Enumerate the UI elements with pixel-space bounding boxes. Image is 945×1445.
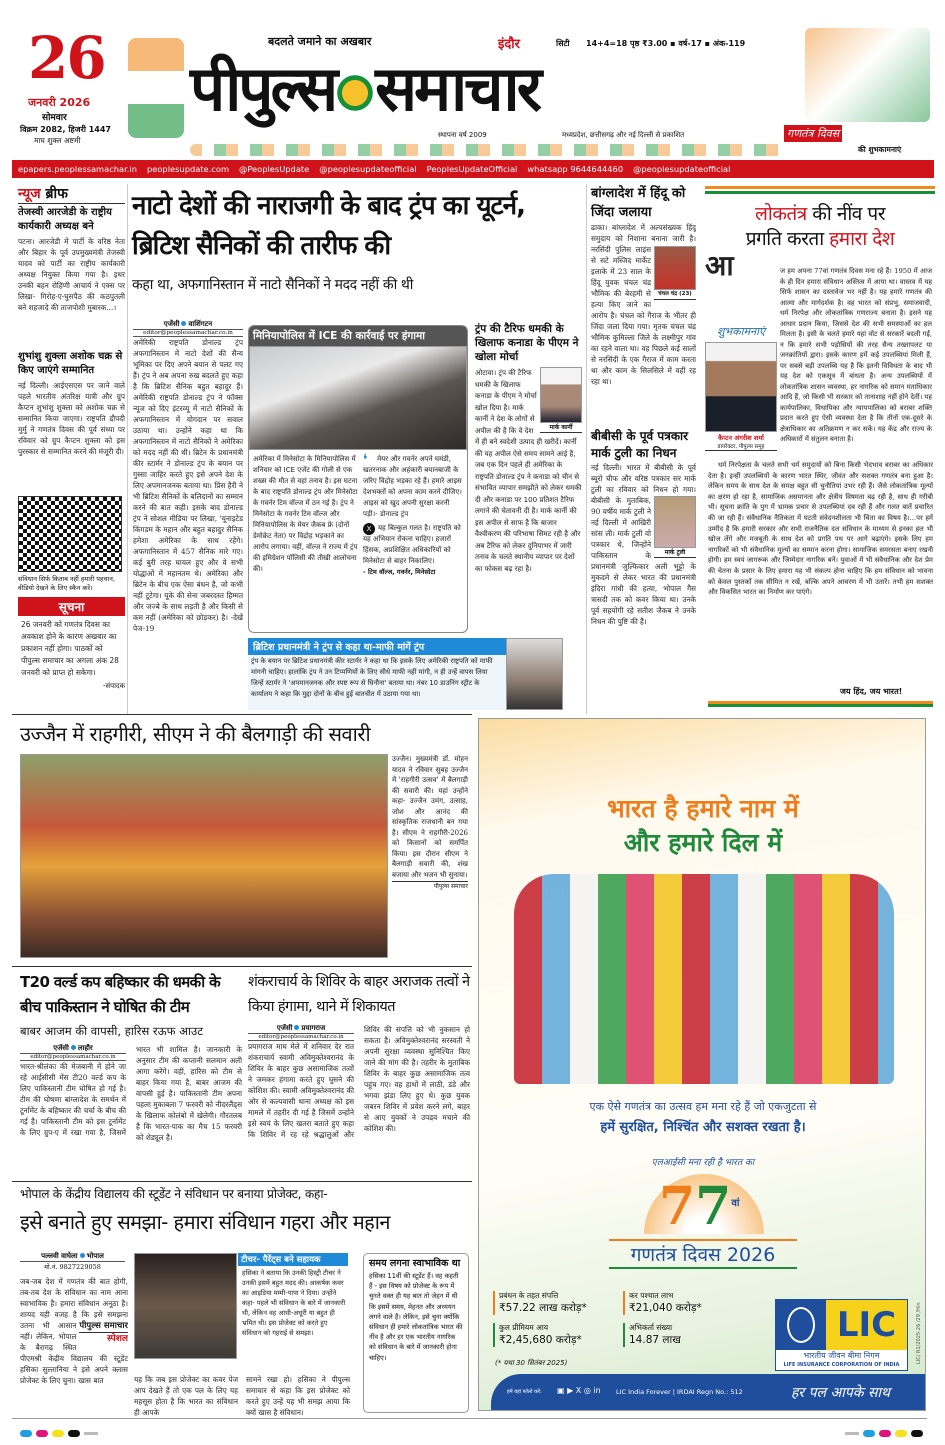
social-x[interactable]: @PeoplesUpdate: [239, 164, 310, 174]
lead-story: एजेंसी वाशिंगटन editor@peoplessamachar.co.in अमेरिकी राष्ट्रपति डोनाल्ड ट्रंप अफगानिस्तान में नाटो देशों की सैन्य भूमिका पर दिए अपने बयान से पलट गए हैं। ट्रंप ने अब अपना रुख बदलते हुए कहा है कि ब्रिटिश सैनिक बहुत बहादुर हैं। अमेरिकी राष्ट्रपति डोनाल्ड ट्रंप ने फॉक्स न्यूज को दिए इंटरव्यू में नाटो सैनिकों के अफगानिस्तान में योगदान पर सवाल उठाया था। उन्होंने कहा था कि अफगानिस्तान में नाटो सैनिकों ने अमेरिका को मदद नहीं की थी। ब्रिटेन के प्रधानमंत्री कीर स्टार्मर ने डोनाल्ड ट्रंप के बयान पर गुस्सा जाहिर करते हुए इसे अपने देश के लिए अपमानजनक बताया था। प्रिंस हैरी ने भी ब्रिटिश सैनिकों के बलिदानों का सम्मान करने की बात कही। इसके बाद डोनाल्ड ट्रंप ने सोशल मीडिया पर लिखा, 'यूनाइटेड किंगडम के महान और बहुत बहादुर सैनिक हमेशा अमेरिका के साथ रहेंगे। अफगानिस्तान में 457 सैनिक मारे गए। कई बुरी तरह घायल हुए और वे सभी योद्धाओं में महानतम थे। अमेरिका और ब्रिटेन के बीच एक ऐसा बंधन है, जो कभी नहीं टूटेगा। यूके की सेना जबरदस्त हिम्मत और जज्बे के साथ लड़ती है और किसी से कम नहीं (अमेरिका को छोड़कर) है। -देखें पेज-19: [133, 320, 243, 702]
author-role: डायरेक्टर, पीपुल्स समूह: [705, 442, 777, 451]
news-brief: न्यूज ब्रीफ तेजस्वी आरजेडी के राष्ट्रीय कार्यकारी अध्यक्ष बने पटना। आरजेडी में पार्टी के वरिष्ठ नेता और बिहार के पूर्व उपमुख्यमंत्री तेजस्वी यादव को पार्टी का राष्ट्रीय कार्यकारी अध्यक्ष नियुक्त किया गया है। इधर उनकी बहन रोहिणी आचार्य ने एक्स पर लिखा- गिरोह-ए-घुसपैठ की कठपुतली बने शहजादे की ताजपोशी मुबारक...। शुभांशु शुक्ला अशोक चक्र से किए जाएंगे सम्मानित नई दिल्ली। आईएसएस पर जाने वाले पहले भारतीय अंतरिक्ष यात्री और ग्रुप कैप्टन शुभांशु शुक्ला को अशोक चक्र से सम्मानित किया जाएगा। राष्ट्रपति द्रौपदी मुर्मु ने गणतंत्र दिवस की पूर्व संध्या पर रविवार को ग्रुप कैप्टन शुक्ला को इस पुरस्कार से सम्मानित करने की मंजूरी दी। संविधान सिर्फ किताब नहीं हमारी पहचान, वीडियो देखने के लिए स्कैन करें। सूचना 26 जनवरी को गणतंत्र दिवस का अवकाश होने के कारण अखबार का प्रकाशन नहीं होगा। पाठकों को पीपुल्स समाचार का अगला अंक 28 जनवरी को प्राप्त हो सकेगा। -संपादक: [18, 186, 125, 690]
newspaper-title: पीपुल्स समाचार: [190, 52, 539, 125]
starmer-photo: [506, 638, 563, 710]
bangladesh-text: ढाका। बांग्लादेश में अल्पसंख्यक हिंदू समुदाय को निशाना बनाना जारी है। नरसिंदी पुलिस लाइंस से सटे मस्जिद मार्केट इलाके में 23 साल के हिंदू युवक चंचल चंद्र भौमिक की बेरहमी से हत्या किए जाने का आरोप है। चंचल को गैराज के भीतर ही जिंदा जला दिया गया। मृतक चंचल चंद्र भौमिक कुमिल्ला जिले के लक्ष्मीपुर गांव का रहने वाला था। वह पिछले कई सालों से नरसिंदी के एक गैराज में काम करता था और काम के सिलसिले में वहीं रह रहा था।: [591, 223, 696, 386]
brief-text: नई दिल्ली। आईएसएस पर जाने वाले पहले भारतीय अंतरिक्ष यात्री और ग्रुप कैप्टन शुभांशु शुक्ला को अशोक चक्र से सम्मानित किया जाएगा। राष्ट्रपति द्रौपदी मुर्मु ने गणतंत्र दिवस की पूर्व संध्या पर रविवार को ग्रुप कैप्टन शुक्ला को इस पुरस्कार से सम्मानित करने की मंजूरी दी।: [18, 381, 125, 456]
republic-day-label: गणतंत्र दिवस: [784, 125, 842, 142]
issue-info: 14+4=18 पृष्ठ ₹3.00 ▪ वर्ष-17 ▪ अंक-119: [586, 39, 746, 48]
bhopal-text-3: सामने रखा हो। हसिका ने पीपुल्स समाचार से कहा कि इस प्रोजेक्ट को करते हुए उन्हें यह भी समझ आया कि क्यों खास है संविधान।: [246, 1375, 350, 1417]
lic-advertisement[interactable]: [478, 718, 926, 1411]
notice-text: 26 जनवरी को गणतंत्र दिवस का अवकाश होने के कारण अखबार का प्रकाशन नहीं होगा। पाठकों को पीपुल्स समाचार का अगला अंक 28 जनवरी को प्राप्त हो सकेगा।: [21, 620, 119, 677]
ujjain-title: उज्जैन में राहगीरी, सीएम ने की बैलगाड़ी की सवारी: [20, 722, 371, 746]
registration-marks-left: [20, 1430, 98, 1437]
ujjain-credit: पीपुल्स समाचार: [392, 881, 468, 890]
ad-event: गणतंत्र दिवस 2026: [609, 1239, 797, 1269]
ad-stats: [493, 1291, 769, 1347]
ad-people-photo: [514, 874, 894, 1084]
author-photo: [705, 342, 777, 432]
ice-protest-photo: [249, 346, 467, 450]
ad-stat: कर पश्चात लाभ ₹21,040 करोड़*: [623, 1291, 763, 1315]
ad-line-1: भारत है हमारे नाम में: [607, 794, 799, 823]
trump-quote: मेयर और गवर्नर अपने घमंडी, खतरनाक और अहंकारी बयानबाजी के जरिए विद्रोह भड़का रहे हैं। हमारे आइस देशभक्तों को अपना काम करने दीजिए। आइस को खुद अपनी सुरक्षा करनी पड़ी।- डोनाल्ड ट्रंप: [363, 455, 462, 518]
ad-tagline-1: एक ऐसे गणतंत्र का उत्सव हम मना रहे हैं जो एकजुटता से: [589, 1100, 817, 1113]
ad-line-2: और हमारे दिल में: [623, 828, 783, 857]
ad-77: $77^{वां}$: [659, 1176, 740, 1238]
social-epaper[interactable]: epapers.peoplessamachar.in: [18, 164, 137, 174]
ice-text: अमेरिका में मिनेसोटा के मिनियापोलिस में शनिवार को ICE एजेंट की गोली से एक शख्स की मौत से वहां तनाव है। इस घटना के बाद राष्ट्रपति डोनाल्ड ट्रंप और मिनेसोटा के गवर्नर टिम वॉल्ज में ठन गई है। ट्रंप ने मिनेसोटा के गवर्नर टिम वॉल्ज और मिनियापोलिस के मेयर जैकब फ्रे (दोनों डेमोक्रेट नेता) पर विद्रोह भड़काने का आरोप लगाया। वहीं, वॉल्ज ने राज्य में ट्रंप की इमिग्रेशन पॉलिसी की तीखी आलोचना की।: [253, 455, 358, 573]
tully-title: बीबीसी के पूर्व पत्रकार मार्क टुली का निधन: [591, 429, 689, 460]
social-whatsapp[interactable]: whatsapp 9644644460: [527, 164, 624, 174]
editorial-text-1: ज हम अपना 77वां गणतंत्र दिवस मना रहे हैं। 1950 में आज के ही दिन हमारा संविधान अस्तित्व में आया था। वास्तव में यह सिर्फ शासन का दस्तावेज भर नहीं है। यह हमारे गणतंत्र की आत्मा और मार्गदर्शक है। वह भारत को संप्रभु, समाजवादी, धर्म निरपेक्ष और लोकतांत्रिक गणराज्य बनाता है। इसने यह आधार प्रदान किया, जिससे देश की सभी समस्याओं का हल मिलता है। इसी के चलते हमारे यहां वोट से सरकारें बदली गईं, न कि हमारे सभी पड़ोसियों की तरह सैन्य तख्तापलट या जनक्रांतियों द्वारा। इसके कारण हमें कई उपलब्धियां मिली हैं, पर सबसे बड़ी उपलब्धि यह है कि इतनी विविधता के बाद भी यह देश को एकसूत्र में बांधता है। अन्य उपलब्धियों में लोकतांत्रिक शासन व्यवस्था, हर नागरिक को समान मताधिकार आदि हैं, जो किसी भी सरकार को तानाशाह नहीं होने देतीं। यह कार्यपालिका, विधायिका और न्यायपालिका को बराबर शक्ति प्रदान करते हुए ऐसी व्यवस्था देता है कि तीनों एक-दूसरे के क्षेत्राधिकार का अतिक्रमण न कर सकें। यह केंद्र और राज्य के अधिकारों में संतुलन बनाता है।: [780, 267, 932, 443]
email: editor@peoplessamachar.co.in: [20, 1053, 126, 1061]
bhopal-text-2: यह कि जब इस प्रोजेक्ट का कवर पेज आप देखते हैं तो एक पल के लिए यह महसूस होता है कि भारत का संविधान ही आपके: [134, 1375, 238, 1417]
tricolor-balloons: [190, 144, 790, 156]
editorial-text-2: धर्म निरपेक्षता के चलते सभी धर्म समुदायों को बिना किसी भेदभाव बराबर का अधिकार देता है। इन्हीं उपलब्धियों के कारण भारत स्थिर, जीवंत और सशक्त गणतंत्र बना हुआ है। लेकिन समय के साथ देश के समक्ष बहुत सी चुनौतियां उभर रही हैं। जैसे लोकतांत्रिक मूल्यों का क्षरण हो रहा है, सामाजिक असमानता और क्षेत्रीय विषमता बढ़ रही है, साथ ही गरीबी भी। सूचना क्रांति के युग में भ्रामक प्रचार से उपलब्धियां दब रही हैं और गलत बातें प्रचारित की जा रही हैं। संवैधानिक नैतिकता में घटती संवेदनशीलता भी चिंता का विषय है।...पर हमें उम्मीद है कि हमारी सरकार और सभी राजनैतिक दल संविधान के माध्यम से इनका हल भी खोज लेंगे और मजबूती के साथ देश को प्रगति पथ पर आगे बढ़ाएंगे। इसके लिए हम नागरिकों को भी संवैधानिक मूल्यों का सम्मान करना होगा। सामाजिक समरसता बनाए रखनी होगी। हम स्वयं जागरूक और जिम्मेदार नागरिक बनें। युवाओं में भी संवैधानिक और देश प्रेम की चेतना के प्रसार के लिए हमारा यह भी संकल्प होना चाहिए कि हम संविधान को भावना को केवल पुस्तकों तक सीमित न रखें, बल्कि अपने आचरण में भी उतारें। तभी हम सशक्त और विकसित भारत का निर्माण कर पाएंगे।: [708, 461, 933, 597]
quote-icon: ❛: [363, 452, 368, 468]
canada-title: ट्रंप की टैरिफ धमकी के खिलाफ कनाडा के पीएम ने खोला मोर्चा: [475, 323, 579, 363]
ad-tagline-2: हमें सुरक्षित, निश्चिंत और सशक्त रखता है।: [600, 1120, 806, 1135]
tricolor-strip: [705, 186, 935, 194]
email: editor@peoplessamachar.co.in: [248, 1033, 354, 1041]
bhopal-title: इसे बनाते हुए समझा- हमारा संविधान गहरा और महान: [20, 1210, 390, 1234]
social-instagram[interactable]: @peoplesupdateofficial: [319, 164, 417, 174]
founded: स्थापना वर्ष 2009: [438, 131, 487, 139]
bhopal-kicker: भोपाल के केंद्रीय विद्यालय की स्टूडेंट ने संविधान पर बनाया प्रोजेक्ट, कहा-: [20, 1187, 328, 1201]
lead-subhead: कहा था, अफगानिस्तान में नाटो सैनिकों ने मदद नहीं की थी: [132, 277, 414, 293]
uk-text: ट्रंप के बयान पर ब्रिटिश प्रधानमंत्री कीर स्टार्मर ने कहा था कि इसके लिए अमेरिकी राष्ट्रपति को माफी मांगनी चाहिए। हालांकि ट्रंप ने उन टिप्पणियों के लिए सीधे माफी नहीं मांगी, न ही उन्हें वापस लिया जिन्हें स्टार्मर ने 'अपमानजनक और स्पष्ट रूप से घिनौना' बताया था। नंबर 10 डाउनिंग स्ट्रीट के कार्यालय ने कहा कि मुद्दा दोनों के बीच हुई बातचीत में उठाया गया था।: [251, 657, 493, 698]
published-from: मध्यप्रदेश, छत्तीसगढ़ और नई दिल्ली से प्रकाशित: [562, 131, 685, 139]
phone: मो.नं. 9827229058: [20, 1261, 125, 1271]
pen-logo-icon: [335, 68, 375, 118]
walz-quote: यह बिल्कुल गलत है। राष्ट्रपति को यह अभियान रोकना चाहिए। हजारों हिंसक, अप्रशिक्षित अधिकारियों को मिनेसोटा से बाहर निकालिए।: [363, 524, 461, 565]
social-facebook[interactable]: PeoplesUpdateOfficial: [426, 164, 518, 174]
tagline: बदलते जमाने का अखबार: [268, 35, 372, 48]
tully-photo: [654, 496, 696, 548]
email: editor@peoplessamachar.co.in: [133, 329, 243, 337]
masthead: [0, 0, 945, 160]
ujjain-text: उज्जैन। मुख्यमंत्री डॉ. मोहन यादव ने रविवार सुबह उज्जैन में 'राहगीरी उत्सव' में बैलगाड़ी की सवारी की। यहां उन्होंने कहा- उज्जैन उमंग, उत्साह, जोश और आनंद की सांस्कृतिक राजधानी बन गया है। सीएम ने राहगीरी-2026 को किसानों को समर्पित किया। इस दौरान सीएम ने बैलगाड़ी सवारी की, शंख बजाया और भजन भी सुनाया।: [392, 755, 468, 879]
uk-banner: [248, 638, 563, 710]
ad-social-icons[interactable]: ▣ ▶ X ◎ in: [557, 1386, 601, 1395]
lic-emblem-icon: [776, 1300, 826, 1350]
bhopal-text-1: जब-जब देश में गणतंत्र की बात होगी, तब-तब देश के संविधान का नाम आना स्वाभाविक है। हमारा संविधान अनूठा है। शायद यही वजह है कि इसे समझना उतना भी आसान नहीं। लेकिन, भोपाल के बैरागढ़ स्थित पीएमश्री केंद्रीय विद्यालय की स्टूडेंट हसिका सुल्तानिया ने इसे अपने क्लास प्रोजेक्ट के लिए चुना। खास बात: [20, 1277, 128, 1385]
t20-title: T20 वर्ल्ड कप बहिष्कार की धमकी के बीच पाकिस्तान ने घोषित की टीम: [20, 973, 221, 1016]
greeting-label: शुभकामनाएं: [716, 325, 766, 338]
weekday: सोमवार: [42, 113, 67, 123]
brief-title: शुभांशु शुक्ला अशोक चक्र से किए जाएंगे सम्मानित: [18, 351, 123, 376]
uk-title: ब्रिटिश प्रधानमंत्री ने ट्रंप से कहा था-माफी मांगें ट्रंप: [248, 638, 506, 655]
republic-girl-illustration: [805, 28, 930, 122]
victim-photo: [654, 246, 696, 290]
flag-boy-illustration: [128, 38, 184, 138]
edition: सिटी: [556, 39, 570, 48]
drop-cap: आ: [705, 249, 734, 282]
qr-code[interactable]: [18, 496, 122, 572]
side-box-title: समय लगना स्वाभाविक था: [369, 1258, 461, 1269]
brief-text: पटना। आरजेडी में पार्टी के वरिष्ठ नेता और बिहार के पूर्व उपमुख्यमंत्री तेजस्वी यादव को पार्टी का राष्ट्रीय कार्यकारी अध्यक्ष नियुक्त किया गया है। इधर उनकी बहन रोहिणी आचार्य ने एक्स पर लिखा- गिरोह-ए-घुसपैठ की कठपुतली बने शहजादे की ताजपोशी मुबारक...।: [18, 237, 125, 312]
editorial-title: लोकतंत्र की नींव पर प्रगति करता हमारा देश: [745, 203, 895, 250]
teacher-box-text: हसिका ने बताया कि उनकी हिस्ट्री टीचर ने उनकी इसमें बहुत मदद की। आकर्षक कवर का आइडिया मम्मी-पापा ने दिया। उन्होंने कहा- पहले भी संविधान के बारे में जानकारी थी, लेकिन वह आधी-अधूरी या बहुत ही भ्रमित थी। इस प्रोजेक्ट को करते हुए संविधान को गहराई से समझा।: [242, 1269, 346, 1337]
calendar: विक्रम 2082, हिजरी 1447: [20, 125, 111, 134]
date-month: जनवरी 2026: [28, 96, 91, 109]
t20-text: भारत-श्रीलंका की मेजबानी में होने जा रहे आईसीसी मेंस टी20 वर्ल्ड कप के लिए पाकिस्तानी टीम घोषित हो गई है। टीम की घोषणा बांग्लादेश के समर्थन में टूर्नामेंट के बहिष्कार की चर्चा के बीच की गई है। पाकिस्तानी टीम को इस टूर्नामेंट के लिए ग्रुप-ए में रखा गया है, जिसमें भारत भी शामिल है। जानकारी के अनुसार टीम की कप्तानी सलमान अली आगा करेंगे। वहीं, हारिस को टीम से बाहर किया गया है, बाबर आजम की वापसी हुई है। पाकिस्तानी टीम अपना पहला मुकाबला 7 फरवरी को नीदरलैंड्स के खिलाफ कोलंबो में खेलेगी। गौरतलब है कि भारत-पाक का मैच 15 फरवरी को शेड्यूल है।: [20, 1045, 242, 1142]
x-logo-icon: X: [363, 523, 375, 535]
lead-text: अमेरिकी राष्ट्रपति डोनाल्ड ट्रंप अफगानिस्तान में नाटो देशों की सैन्य भूमिका पर दिए अपने बयान से पलट गए हैं। ट्रंप ने अब अपना रुख बदलते हुए कहा है कि ब्रिटिश सैनिक बहुत बहादुर हैं। अमेरिकी राष्ट्रपति डोनाल्ड ट्रंप ने फॉक्स न्यूज को दिए इंटरव्यू में नाटो सैनिकों के अफगानिस्तान में योगदान पर सवाल उठाया था। उन्होंने कहा था कि अफगानिस्तान में नाटो सैनिकों ने अमेरिका को मदद नहीं की थी। ब्रिटेन के प्रधानमंत्री कीर स्टार्मर ने डोनाल्ड ट्रंप के बयान पर गुस्सा जाहिर करते हुए इसे अपने देश के लिए अपमानजनक बताया था। प्रिंस हैरी ने भी ब्रिटिश सैनिकों के बलिदानों का सम्मान करने की बात कही। इसके बाद डोनाल्ड ट्रंप ने सोशल मीडिया पर लिखा, 'यूनाइटेड किंगडम के महान और बहुत बहादुर सैनिक हमेशा अमेरिका के साथ रहेंगे। अफगानिस्तान में 457 सैनिक मारे गए। कई बुरी तरह घायल हुए और वे सभी योद्धाओं में महानतम थे। अमेरिका और ब्रिटेन के बीच एक ऐसा बंधन है, जो कभी नहीं टूटेगा। यूके की सेना जबरदस्त हिम्मत और जज्बे के साथ लड़ती है और किसी से कम नहीं (अमेरिका को छोड़कर) है। -देखें पेज-19: [133, 338, 243, 633]
ad-footnote: (* यथा 30 सितंबर 2025): [495, 1359, 568, 1367]
teacher-box-title: टीचर- पैरेंट्स बने सहायक: [238, 1253, 348, 1266]
canada-text: ओटावा। ट्रंप की टैरिफ धमकी के खिलाफ कनाडा के पीएम ने मोर्चा खोल दिया है। मार्क कार्नी ने देश के लोगों से अपील की है कि वे देश में ही बने स्वदेशी उत्पाद ही खरीदें। कार्नी की यह अपील ऐसे समय सामने आई है, जब एक दिन पहले ही अमेरिका के राष्ट्रपति डोनाल्ड ट्रंप ने कनाडा को चीन से संभावित व्यापार समझौते को लेकर धमकी दी और कनाडा पर 100 प्रतिशत टैरिफ लगाने की चेतावनी दी है। मार्क कार्नी की इस अपील से साफ है कि बाजार वैश्वीकरण की परिभाषा सिमट रही है और अब टैरिफ को लेकर दुनियाभर में जारी तनाव के चलते स्थानीय व्यापार पर देशों का फोकस बढ़ रहा है।: [475, 368, 582, 573]
lead-headline: नाटो देशों की नाराजगी के बाद ट्रंप का यूटर्न, ब्रिटिश सैनिकों की तारीफ की: [132, 191, 525, 261]
greeting-box: [705, 324, 777, 451]
tully-text: नई दिल्ली। भारत में बीबीसी के पूर्व ब्यूरो चीफ और वरिष्ठ पत्रकार सर मार्क टुली का रविवार को निधन हो गया। बीबीसी के मुताबिक, 90 वर्षीय मार्क टुली ने नई दिल्ली में आखिरी सांस ली। मार्क टुली वो पत्रकार थे, जिन्होंने पाकिस्तान के प्रधानमंत्री जुल्फिकार अली भुट्टो के मुकदमे से लेकर भारत की प्रधानमंत्री इंदिरा गांधी की हत्या, भोपाल गैस त्रासदी तक को कवर किया था। उनके पूर्व सहयोगी रहे सतीश जैकब ने उनके निधन की पुष्टि की है।: [591, 463, 696, 626]
ad-code: LIC/ R1/2025-26 /29 /Hin: [916, 1302, 922, 1364]
editorial-closing: जय हिंद, जय भारत!: [840, 687, 903, 696]
notice-sign: -संपादक: [102, 682, 125, 690]
walz-quote-sign: - टिम वॉल्ज, गवर्नर, मिनेसोटा: [363, 568, 436, 576]
shankar-story: [248, 1024, 470, 1178]
ujjain-photo: [20, 754, 388, 958]
city-name: इंदौर: [498, 37, 520, 52]
bangladesh-title: बांग्लादेश में हिंदू को जिंदा जलाया: [591, 186, 686, 220]
social-website[interactable]: peoplesupdate.com: [146, 164, 230, 174]
t20-subhead: बाबर आजम की वापसी, हारिस रऊफ आउट: [20, 1024, 204, 1038]
social-bar: [12, 160, 934, 178]
brief-title: तेजस्वी आरजेडी के राष्ट्रीय कार्यकारी अध्यक्ष बने: [18, 207, 112, 232]
ad-stat: कुल प्रीमियम आय ₹2,45,680 करोड़*: [493, 1323, 623, 1347]
lic-logo: LIC भारतीय जीवन बीमा निगम LIFE INSURANCE CORPORATION OF INDIA: [775, 1299, 908, 1371]
ice-title: मिनियापोलिस में ICE की कार्रवाई पर हंगामा: [249, 326, 467, 346]
date-day: 26: [28, 24, 105, 92]
t20-story: एजेंसी लाहौर editor@peoplessamachar.co.in भारत-श्रीलंका की मेजबानी में होने जा रहे आईसीसी मेंस टी20 वर्ल्ड कप के लिए पाकिस्तानी टीम घोषित हो गई है। टीम की घोषणा बांग्लादेश के समर्थन में टूर्नामेंट के बहिष्कार की चर्चा के बीच की गई है। पाकिस्तानी टीम को इस टूर्नामेंट के लिए ग्रुप-ए में रखा गया है, जिसमें भारत भी शामिल है। जानकारी के अनुसार टीम की कप्तानी सलमान अली आगा करेंगे। वहीं, हारिस को टीम से बाहर किया गया है, बाबर आजम की वापसी हुई है। पाकिस्तानी टीम अपना पहला मुकाबला 7 फरवरी को नीदरलैंड्स के खिलाफ कोलंबो में खेलेगी। गौरतलब है कि भारत-पाक का मैच 15 फरवरी को शेड्यूल है।: [20, 1044, 242, 1142]
tully-caption: मार्क टुली: [654, 548, 696, 558]
tithi: माघ शुक्ल अष्टमी: [34, 136, 81, 145]
registration-marks-right: [845, 1430, 923, 1437]
social-youtube[interactable]: @peoplesupdateofficial: [633, 164, 731, 174]
student-photo: [134, 1253, 237, 1359]
greetings-label: की शुभकामनाएं: [858, 145, 902, 154]
qr-caption: संविधान सिर्फ किताब नहीं हमारी पहचान, वीडियो देखने के लिए स्कैन करें।: [18, 575, 115, 592]
ice-box: [248, 325, 468, 633]
side-box-text: हसिका 11वीं की स्टूडेंट हैं। वह कहती हैं - इस विषय को प्रोजेक्ट के रूप में चुनते वक्त ही यह बात तो जेहन में थी कि इसमें समय, मेहनत और अध्ययन लगने वाले हैं। लेकिन, इसे चुना क्योंकि संविधान ही हमारे लोकतांत्रिक भारत की नींव है और हर एक भारतीय नागरिक को संविधान के बारे में जानकारी होना चाहिए।: [369, 1272, 463, 1362]
side-box: [363, 1253, 469, 1413]
carney-caption: मार्क कार्नी: [540, 423, 582, 433]
ad-arc-text: एलआईसी मना रही है भारत का: [651, 1158, 755, 1168]
ad-stat: अभिकर्ता संख्या 14.87 लाख: [623, 1323, 763, 1347]
shankar-title: शंकराचार्य के शिविर के बाहर अराजक तत्वों ने किया हंगामा, थाने में शिकायत: [248, 974, 470, 1015]
notice-title: सूचना: [18, 597, 125, 616]
shankar-text: प्रयागराज माघ मेले में शनिवार देर रात शंकराचार्य स्वामी अविमुक्तेश्वरानंद के शिविर के बाहर कुछ असामाजिक तत्वों ने जमकर हंगामा करते हुए घुसने की कोशिश की। स्वामी अविमुक्तेश्वरानंद की ओर से कल्पवासी थाना अध्यक्ष को इस मामले में तहरीर दी गई है जिसमें उन्होंने इसे स्वयं के लिए खतरा बताते हुए कहा कि शिविर में रह रहे श्रद्धालुओं और शिविर की संपत्ति को भी नुकसान हो सकता है। अविमुक्तेश्वरानंद सरस्वती ने अपनी सुरक्षा व्यवस्था सुनिश्चित किए जाने की मांग की है। तहरीर के मुताबिक शिविर के बाहर कुछ असामाजिक तत्व पहुंच गए। वह हाथों में लाठी, डंडे और भगवा झंडा लिए हुए थे। कुछ युवक जबरन शिविर में प्रवेश करने लगे, बाहर से आए युवकों ने उपद्रव मचाने की कोशिश की।: [248, 1025, 470, 1139]
carney-photo: [540, 367, 582, 423]
bhopal-byline: पल्लवी वाघेला भोपाल मो.नं. 9827229058: [20, 1252, 125, 1271]
bangladesh-story: [591, 184, 696, 682]
author-name: कैप्टन अंगरीश शर्मा: [718, 434, 764, 442]
shankar-byline: एजेंसी प्रयागराज: [276, 1024, 326, 1032]
canada-story: [475, 322, 582, 574]
victim-caption: चंचल चंद्र (23): [654, 290, 696, 300]
ice-quotes: [363, 454, 465, 577]
ad-stat: प्रबंधन के तहत संपत्ति ₹57.22 लाख करोड़*: [493, 1291, 623, 1315]
special-badge: पीपुल्स समाचार स्पेशल: [79, 1321, 128, 1344]
ad-footer-band: हमें यहां फॉलो करें: ▣ ▶ X ◎ in LIC India Forever | IRDAI Regn No.: 512 हर पल आपके साथ: [491, 1374, 926, 1411]
